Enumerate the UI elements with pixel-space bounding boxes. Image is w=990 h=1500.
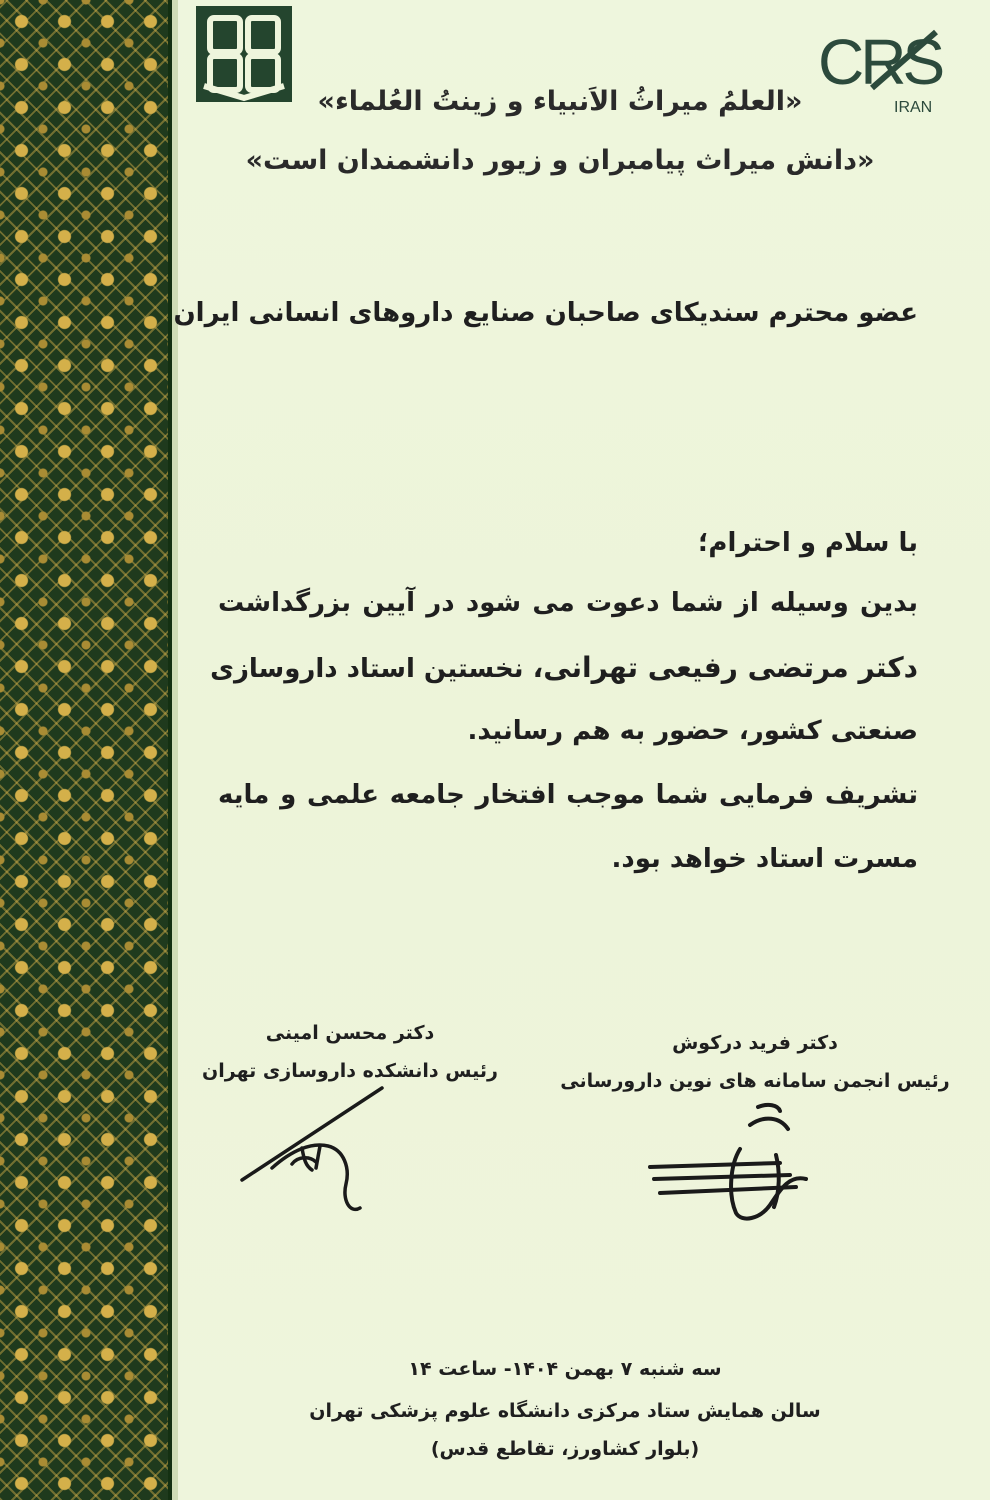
- decorative-border: [0, 0, 172, 1500]
- signatory-left: [185, 1014, 515, 1090]
- border-divider: [172, 0, 178, 1500]
- body-line-4: تشریف فرمایی شما موجب افتخار جامعه علمی و مایه: [218, 780, 918, 810]
- signatory-left-title: رئیس دانشکده داروسازی تهران: [202, 1060, 498, 1082]
- recipient-line: عضو محترم سندیکای صاحبان صنایع داروهای انسانی ایران: [173, 298, 918, 328]
- signature-right: [640, 1095, 820, 1225]
- event-address: (بلوار کشاورز، تقاطع قدس): [430, 1438, 700, 1460]
- event-venue: سالن همایش ستاد مرکزی دانشگاه علوم پزشکی تهران: [309, 1400, 821, 1422]
- signatory-right: [560, 1024, 950, 1100]
- arabic-quote: «العلمُ میراثُ الاَنبیاء و زینتُ العُلماء»: [317, 86, 803, 117]
- honoree-description: نخستین استاد داروسازی: [210, 654, 533, 684]
- persian-quote: «دانش میراث پیامبران و زیور دانشمندان است»: [245, 145, 875, 176]
- signatory-right-title: رئیس انجمن سامانه های نوین دارورسانی: [560, 1070, 950, 1092]
- body-line-2: [210, 651, 918, 684]
- crs-logo-text: CRS: [818, 26, 942, 98]
- signature-left: [232, 1080, 402, 1220]
- honoree-name: دکتر مرتضی رفیعی تهرانی،: [532, 651, 918, 684]
- crs-logo-subtext: IRAN: [894, 99, 933, 116]
- event-date-time: سه شنبه ۷ بهمن ۱۴۰۴- ساعت ۱۴: [408, 1358, 722, 1380]
- body-line-3: صنعتی کشور، حضور به هم رسانید.: [467, 716, 918, 746]
- body-line-5: مسرت استاد خواهد بود.: [611, 844, 918, 874]
- greeting-line: با سلام و احترام؛: [697, 528, 918, 558]
- signatory-left-name: دکتر محسن امینی: [265, 1022, 435, 1044]
- body-line-1: بدین وسیله از شما دعوت می شود در آیین بزرگداشت: [218, 588, 918, 618]
- signatory-right-name: دکتر فرید درکوش: [672, 1032, 838, 1054]
